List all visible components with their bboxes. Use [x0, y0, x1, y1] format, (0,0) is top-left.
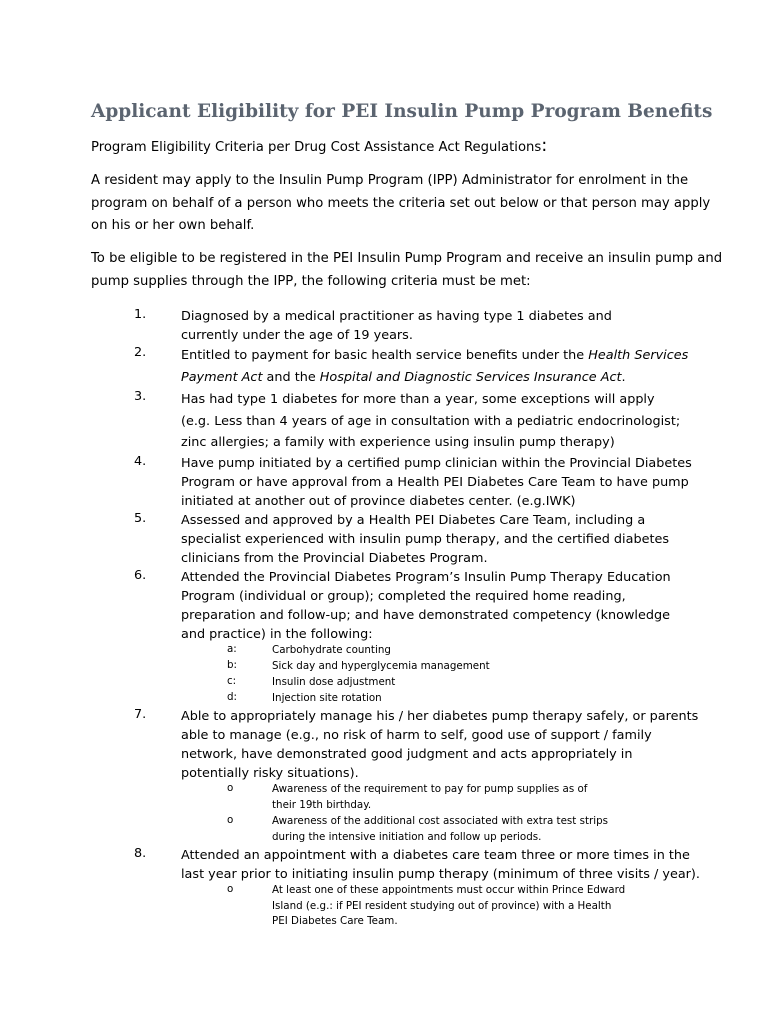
criterion-line	[181, 587, 686, 606]
criterion-number: 8.	[134, 846, 147, 861]
criterion-line	[181, 473, 689, 492]
criterion-number: 4.	[134, 454, 147, 469]
intro-line: program on behalf of a person who meets the criteria set out below or that person may apply	[91, 195, 711, 211]
criterion-line	[181, 492, 686, 511]
criterion-line	[181, 530, 686, 549]
act-title-italic: Payment Act	[181, 370, 263, 385]
criterion-text-run: specialist experienced with insulin pump therapy, and the certified diabetes	[181, 532, 670, 547]
criterion-line	[181, 726, 686, 745]
subtitle-text: Program Eligibility Criteria per Drug Cost Assistance Act Regulations	[91, 140, 542, 155]
sub-item-marker: a:	[227, 643, 237, 655]
criterion-line	[181, 432, 686, 454]
criterion-text-run: last year prior to initiating insulin pump therapy (minimum of three visits / year).	[181, 867, 700, 882]
eligibility-line: To be eligible to be registered in the PEI Insulin Pump Program and receive an insulin pump and	[91, 251, 723, 266]
sub-item-text	[272, 883, 652, 930]
sub-item-line: their 19th birthday.	[272, 798, 372, 811]
intro-line: on his or her own behalf.	[91, 218, 255, 233]
criterion-line	[181, 326, 686, 345]
criterion-line	[181, 606, 686, 625]
criterion-number: 3.	[134, 389, 147, 404]
criterion-text-run: potentially risky situations).	[181, 766, 359, 781]
criterion-text	[181, 345, 689, 389]
sub-item-line: Carbohydrate counting	[272, 644, 391, 656]
sub-item-text	[272, 643, 652, 659]
sub-item-text	[272, 691, 652, 707]
criterion-line	[181, 389, 686, 411]
criterion-text	[181, 846, 700, 884]
criterion-text	[181, 389, 686, 454]
criterion-text-run: and practice) in the following:	[181, 627, 373, 642]
criterion-text-run: clinicians from the Provincial Diabetes Program.	[181, 551, 488, 566]
eligibility-paragraph	[91, 248, 723, 293]
criterion-text	[181, 511, 686, 568]
criterion-text-run: Have pump initiated by a certified pump clinician within the Provincial Diabetes	[181, 456, 692, 471]
sub-item-text	[272, 814, 652, 845]
criterion-text-run: Entitled to payment for basic health service benefits under the	[181, 348, 589, 363]
sub-item-line: Awareness of the requirement to pay for pump supplies as of	[272, 783, 588, 795]
criterion-text-run: currently under the age of 19 years.	[181, 328, 413, 343]
criterion-text-run: (e.g. Less than 4 years of age in consultation with a pediatric endocrinologist;	[181, 413, 681, 429]
sub-item-line: Sick day and hyperglycemia management	[272, 660, 490, 672]
criterion-line	[181, 307, 686, 326]
criterion-line	[181, 367, 686, 389]
criterion-text-run: network, have demonstrated good judgment and acts appropriately in	[181, 747, 633, 762]
act-title-italic: Health Services	[588, 348, 689, 363]
criterion-line	[181, 568, 686, 587]
sub-item-marker: o	[227, 782, 234, 794]
page-subtitle	[91, 135, 547, 156]
criterion-text-run: .	[621, 370, 626, 385]
sub-item-line: during the intensive initiation and follow up periods.	[272, 830, 542, 843]
criterion-text	[181, 307, 686, 345]
criterion-number: 6.	[134, 568, 147, 583]
eligibility-line: pump supplies through the IPP, the following criteria must be met:	[91, 273, 531, 289]
criterion-text-run: Diagnosed by a medical practitioner as having type 1 diabetes and	[181, 309, 612, 324]
sub-item-text	[272, 782, 652, 813]
act-title-italic: Hospital and Diagnostic Services Insurance Act	[319, 370, 622, 385]
sub-item-line: Injection site rotation	[272, 692, 382, 704]
criterion-number: 7.	[134, 707, 147, 722]
criterion-text-run: Able to appropriately manage his / her diabetes pump therapy safely, or parents	[181, 709, 699, 724]
criterion-text-run: preparation and follow-up; and have demonstrated competency (knowledge	[181, 608, 670, 623]
criterion-text	[181, 707, 699, 783]
sub-item-line: Awareness of the additional cost associated with extra test strips	[272, 815, 608, 827]
criterion-text-run: initiated at another out of province diabetes center. (e.g.IWK)	[181, 494, 576, 509]
criterion-line	[181, 865, 700, 884]
criterion-line	[181, 511, 686, 530]
criterion-line	[181, 764, 686, 783]
criterion-text-run: Attended the Provincial Diabetes Program’s Insulin Pump Therapy Education	[181, 570, 671, 585]
criterion-text-run: zinc allergies; a family with experience using insulin pump therapy)	[181, 435, 615, 450]
intro-line: A resident may apply to the Insulin Pump Program (IPP) Administrator for enrolment in the	[91, 173, 689, 188]
criterion-text-run: Assessed and approved by a Health PEI Diabetes Care Team, including a	[181, 513, 646, 528]
intro-paragraph	[91, 170, 711, 238]
sub-item-line: PEI Diabetes Care Team.	[272, 915, 398, 927]
criterion-line	[181, 411, 686, 433]
criterion-number: 5.	[134, 511, 147, 526]
criterion-text	[181, 454, 692, 511]
sub-item-marker: b:	[227, 659, 238, 671]
sub-item-line: Island (e.g.: if PEI resident studying out of province) with a Health	[272, 899, 612, 912]
criterion-text-run: and the	[262, 370, 320, 385]
criterion-text-run: Attended an appointment with a diabetes care team three or more times in the	[181, 848, 690, 863]
criterion-text-run: able to manage (e.g., no risk of harm to self, good use of support / family	[181, 728, 652, 743]
criterion-line	[181, 745, 686, 764]
sub-item-text	[272, 659, 652, 675]
criterion-line	[181, 454, 692, 473]
criterion-line	[181, 625, 686, 644]
criterion-line	[181, 345, 689, 367]
criterion-number: 1.	[134, 307, 147, 322]
criterion-text-run: Program (individual or group); completed the required home reading,	[181, 589, 626, 604]
criterion-line	[181, 707, 699, 726]
sub-item-marker: d:	[227, 691, 238, 703]
subtitle-colon: :	[541, 135, 548, 156]
criterion-number: 2.	[134, 345, 147, 360]
sub-item-marker: o	[227, 883, 234, 895]
criterion-line	[181, 549, 686, 568]
sub-item-line: Insulin dose adjustment	[272, 676, 396, 688]
criterion-line	[181, 846, 690, 865]
sub-item-marker: c:	[227, 675, 237, 687]
page-title: Applicant Eligibility for PEI Insulin Pump Program Benefits	[91, 101, 713, 122]
criterion-text-run: Program or have approval from a Health PEI Diabetes Care Team to have pump	[181, 475, 689, 490]
criterion-text-run: Has had type 1 diabetes for more than a year, some exceptions will apply	[181, 392, 655, 407]
sub-item-line: At least one of these appointments must occur within Prince Edward	[272, 884, 626, 896]
criterion-text	[181, 568, 686, 644]
sub-item-marker: o	[227, 814, 234, 826]
sub-item-text	[272, 675, 652, 691]
